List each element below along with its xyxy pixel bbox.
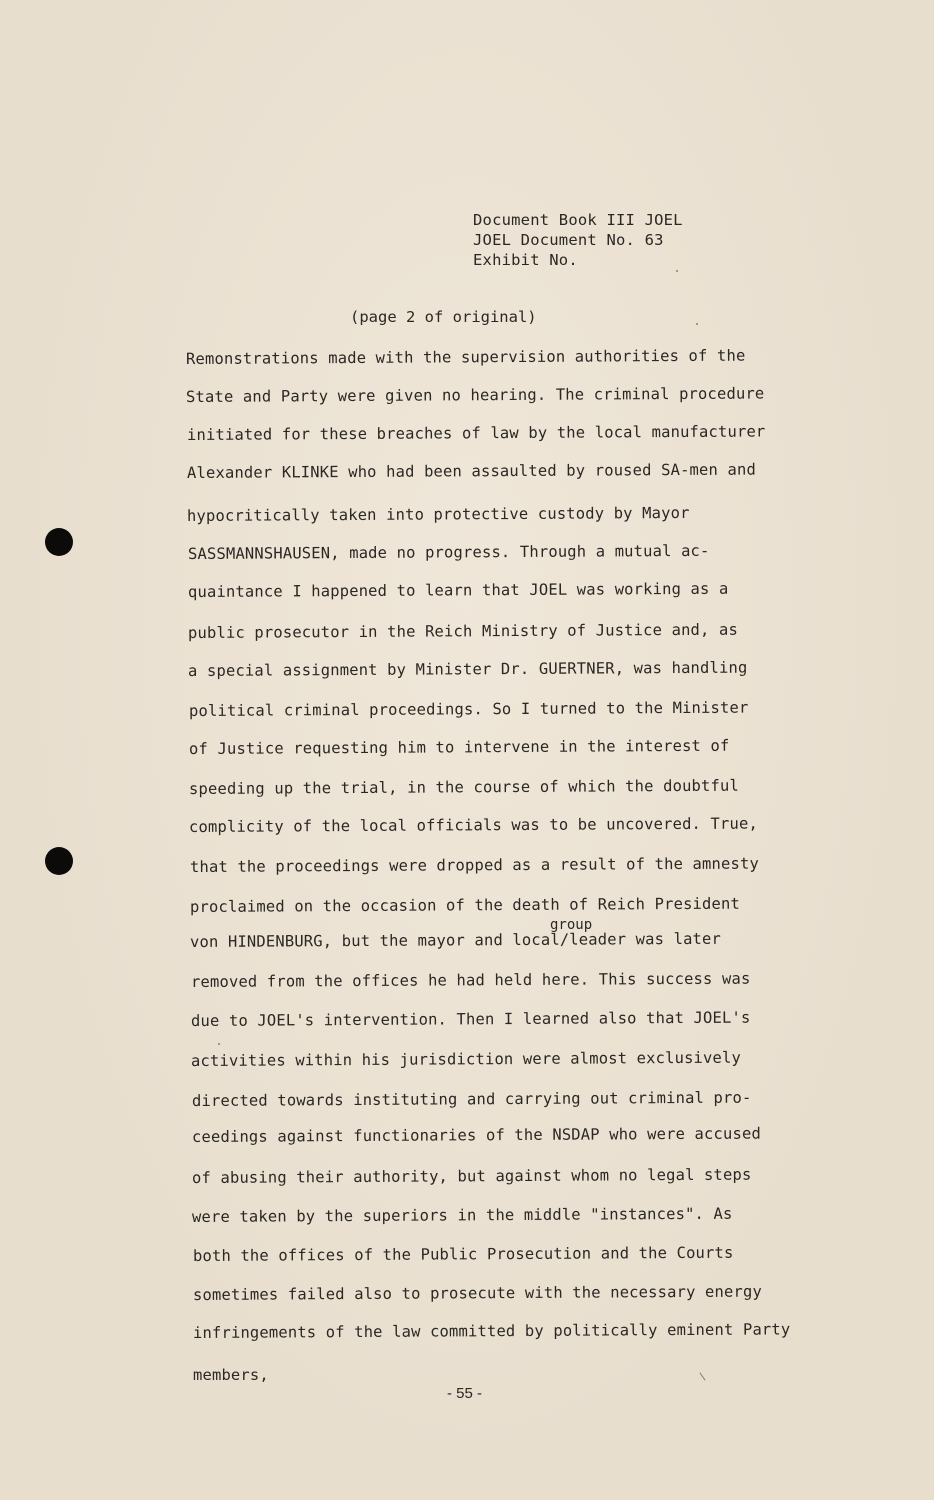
header-line-book: Document Book III JOEL xyxy=(473,211,683,229)
header-line-exhibit: Exhibit No. xyxy=(473,251,578,269)
body-line: public prosecutor in the Reich Ministry of Justice and, as xyxy=(187,620,738,642)
paper-speck xyxy=(676,270,678,272)
body-line: were taken by the superiors in the middle "instances". As xyxy=(191,1204,733,1226)
body-line: Alexander KLINKE who had been assaulted by roused SA-men and xyxy=(186,460,756,482)
body-line: von HINDENBURG, but the mayor and local/leader was later xyxy=(189,929,722,951)
body-line: due to JOEL's intervention. Then I learned also that JOEL's xyxy=(190,1008,751,1030)
body-line: initiated for these breaches of law by the local manufacturer xyxy=(186,422,766,444)
body-line: of abusing their authority, but against whom no legal steps xyxy=(191,1165,752,1187)
body-line: infringements of the law committed by politically eminent Party xyxy=(192,1320,791,1342)
body-line: that the proceedings were dropped as a result of the amnesty xyxy=(189,854,759,876)
body-line: speeding up the trial, in the course of which the doubtful xyxy=(188,776,739,798)
body-line: ceedings against functionaries of the NSDAP who were accused xyxy=(191,1124,761,1146)
body-line: complicity of the local officials was to be uncovered. True, xyxy=(188,814,758,836)
body-line: Remonstrations made with the supervision authorities of the xyxy=(185,346,746,368)
body-line: a special assignment by Minister Dr. GUERTNER, was handling xyxy=(187,658,748,680)
interlinear-insertion: group xyxy=(550,917,593,933)
body-line: activities within his jurisdiction were almost exclusively xyxy=(190,1048,741,1070)
body-line: SASSMANNSHAUSEN, made no progress. Through a mutual ac- xyxy=(187,541,710,563)
body-line: proclaimed on the occasion of the death of Reich President xyxy=(189,894,740,916)
page-reference: (page 2 of original) xyxy=(350,308,537,326)
body-line: removed from the offices he had held here. This success was xyxy=(190,969,751,991)
body-line: quaintance I happened to learn that JOEL was working as a xyxy=(187,579,729,601)
paper-speck xyxy=(696,323,698,325)
body-line: sometimes failed also to prosecute with the necessary energy xyxy=(192,1282,762,1304)
header-line-document-number: JOEL Document No. 63 xyxy=(473,231,664,249)
body-line: both the offices of the Public Prosecution and the Courts xyxy=(192,1243,734,1265)
page-number: - 55 - xyxy=(447,1385,483,1402)
body-line: State and Party were given no hearing. The criminal procedure xyxy=(185,384,765,406)
body-line: directed towards instituting and carrying out criminal pro- xyxy=(191,1088,752,1110)
body-line: hypocritically taken into protective custody by Mayor xyxy=(186,503,690,525)
body-line: of Justice requesting him to intervene in the interest of xyxy=(188,736,730,758)
body-line: members, xyxy=(193,1366,269,1384)
paper-speck xyxy=(218,1043,220,1045)
body-line: political criminal proceedings. So I turned to the Minister xyxy=(188,698,749,720)
